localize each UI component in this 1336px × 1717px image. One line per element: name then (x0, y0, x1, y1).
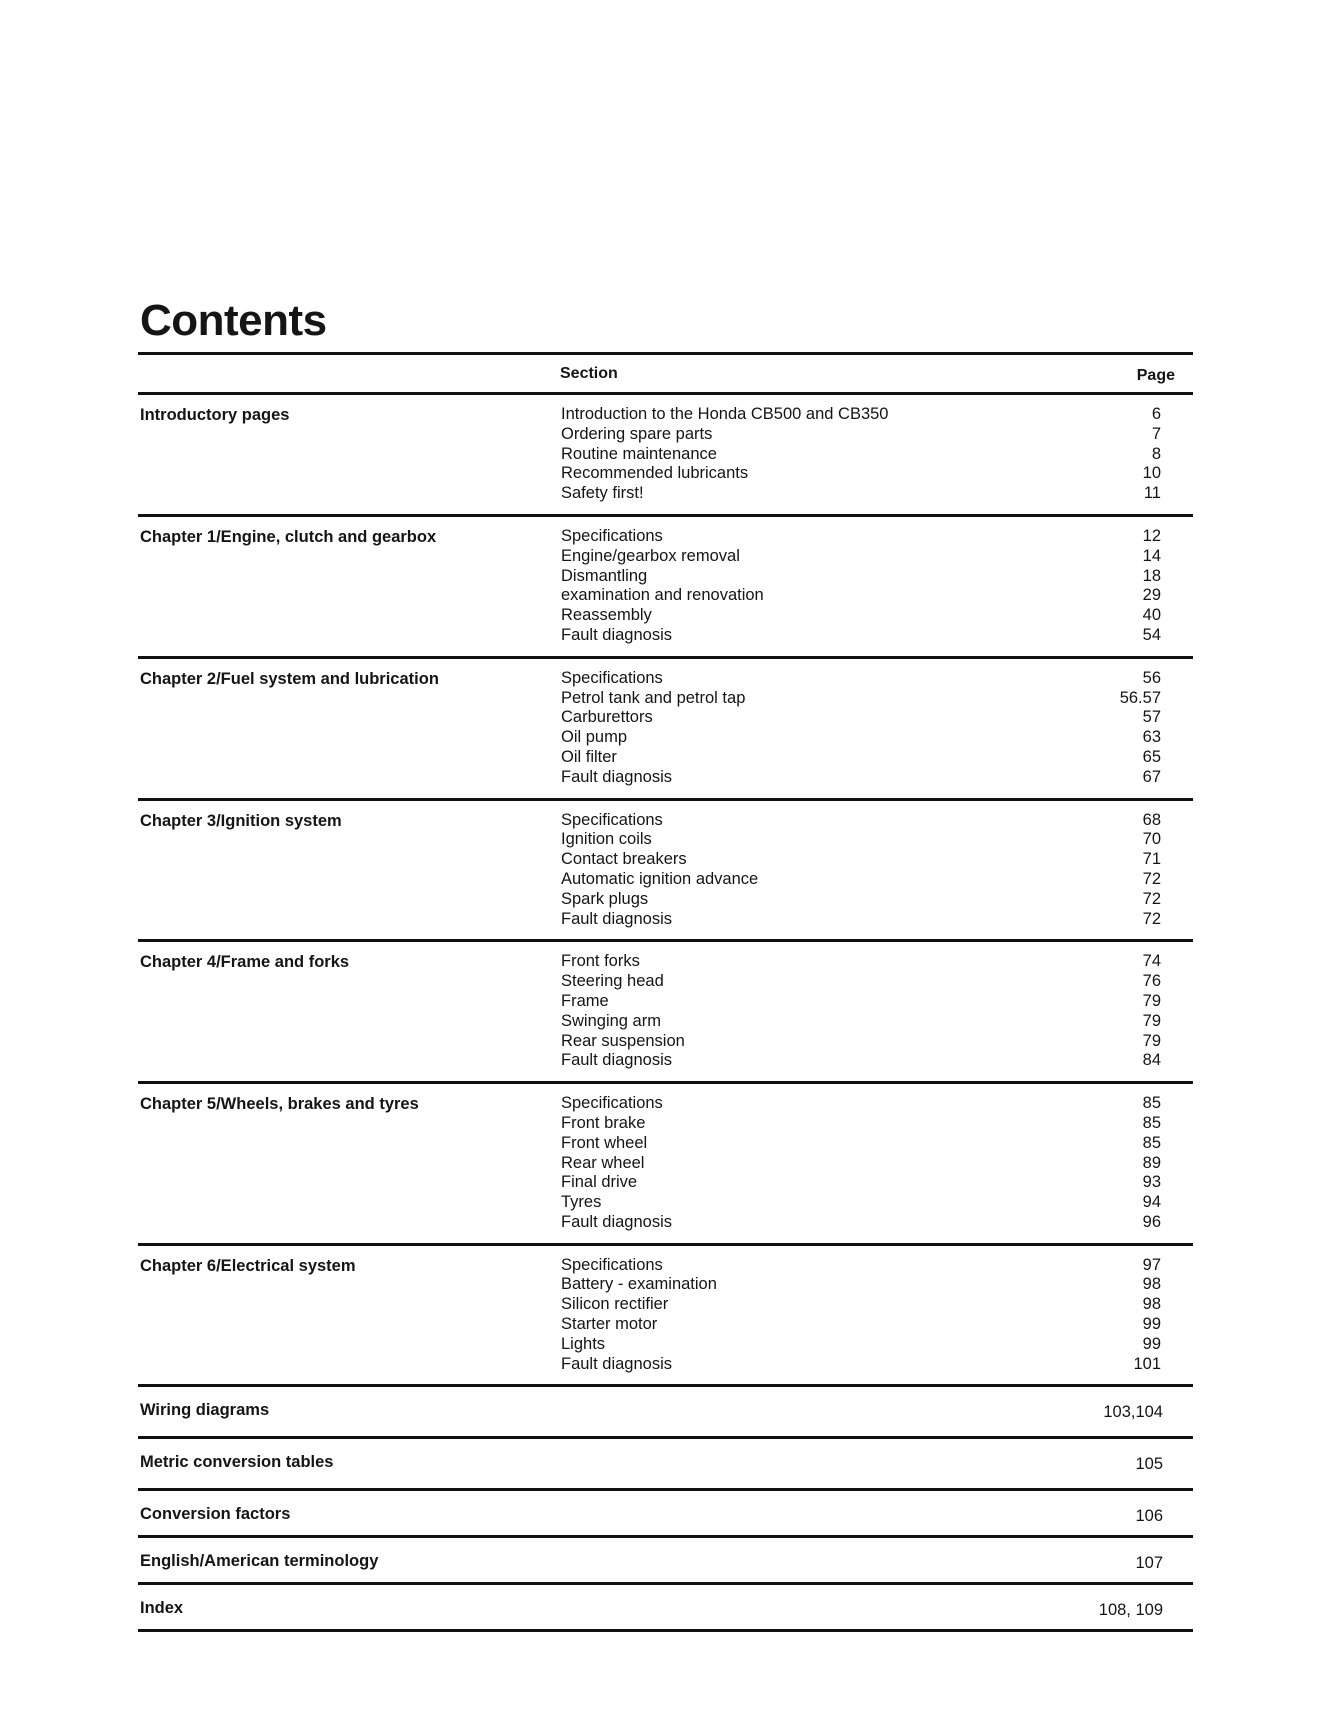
page-number: 108, 109 (1098, 1601, 1163, 1620)
section-column-header: Section (560, 365, 618, 382)
page-title: Contents (140, 296, 327, 345)
page-number: 68 (1142, 810, 1161, 829)
section-entry (138, 850, 1193, 870)
section-entry (138, 1114, 1193, 1134)
section-list (138, 942, 1193, 1081)
section-entry (138, 890, 1193, 910)
section-entry (138, 669, 1193, 689)
section-entry (138, 708, 1193, 728)
section-entry (138, 728, 1193, 748)
page-number: 18 (1142, 566, 1161, 585)
section-entry (138, 1012, 1193, 1032)
page-number: 40 (1142, 606, 1161, 625)
section-title: Oil pump (561, 728, 628, 747)
section-title: Rear suspension (561, 1031, 685, 1050)
section-entry (138, 484, 1193, 504)
page-number: 74 (1142, 952, 1161, 971)
page-number: 7 (1151, 424, 1161, 443)
section-title: Final drive (561, 1173, 638, 1192)
section-title: Starter motor (561, 1315, 658, 1334)
page-number: 103,104 (1103, 1403, 1163, 1422)
section-title: Specifications (561, 1255, 663, 1274)
chapter-group (138, 656, 1193, 798)
section-title: Specifications (561, 668, 663, 687)
contents-table (138, 352, 1193, 1632)
section-title: Fault diagnosis (561, 767, 672, 786)
page-number: 70 (1142, 830, 1161, 849)
section-entry (138, 606, 1193, 626)
page-number: 84 (1142, 1051, 1161, 1070)
page-number: 79 (1142, 1011, 1161, 1030)
page-column-header: Page (1136, 367, 1175, 384)
page-number: 56.57 (1119, 688, 1161, 707)
appendix-row (138, 1436, 1193, 1488)
page-number: 101 (1133, 1354, 1161, 1373)
section-title: Oil filter (561, 747, 617, 766)
section-entry (138, 1355, 1193, 1375)
page-number: 96 (1142, 1212, 1161, 1231)
section-title: Front wheel (561, 1133, 648, 1152)
section-title: Fault diagnosis (561, 1354, 672, 1373)
appendix-label: Conversion factors (140, 1505, 291, 1524)
section-entry (138, 1193, 1193, 1213)
page-number: 63 (1142, 728, 1161, 747)
chapter-group (138, 514, 1193, 656)
page-number: 71 (1142, 850, 1161, 869)
section-entry (138, 1256, 1193, 1276)
page-number: 106 (1135, 1507, 1163, 1526)
page-number: 107 (1135, 1554, 1163, 1573)
chapter-label: Introductory pages (140, 406, 290, 424)
appendix-row (138, 1582, 1193, 1629)
section-entry (138, 567, 1193, 587)
section-title: Contact breakers (561, 850, 687, 869)
section-entry (138, 768, 1193, 788)
page-number: 79 (1142, 1031, 1161, 1050)
section-entry (138, 910, 1193, 930)
column-header-row (138, 355, 1193, 392)
section-title: Ignition coils (561, 830, 652, 849)
page-number: 8 (1151, 444, 1161, 463)
page-number: 85 (1142, 1133, 1161, 1152)
page-number: 98 (1142, 1295, 1161, 1314)
page-number: 56 (1142, 668, 1161, 687)
section-entry (138, 1173, 1193, 1193)
chapter-groups (138, 392, 1193, 1384)
section-entry (138, 1275, 1193, 1295)
page-number: 72 (1142, 909, 1161, 928)
page-number: 14 (1142, 546, 1161, 565)
section-title: Carburettors (561, 708, 653, 727)
section-entry (138, 1032, 1193, 1052)
section-entry (138, 1051, 1193, 1071)
section-entry (138, 1315, 1193, 1335)
chapter-group (138, 1081, 1193, 1243)
page-number: 99 (1142, 1315, 1161, 1334)
section-title: Front forks (561, 952, 640, 971)
section-title: Fault diagnosis (561, 625, 672, 644)
page-number: 93 (1142, 1173, 1161, 1192)
page-number: 6 (1151, 405, 1161, 423)
section-title: Automatic ignition advance (561, 869, 759, 888)
page-number: 105 (1135, 1455, 1163, 1474)
appendix-label: Metric conversion tables (140, 1453, 334, 1472)
section-title: Tyres (561, 1193, 602, 1212)
page-number: 67 (1142, 767, 1161, 786)
section-title: Specifications (561, 810, 663, 829)
section-title: Fault diagnosis (561, 1212, 672, 1231)
section-entry (138, 464, 1193, 484)
section-title: Steering head (561, 972, 664, 991)
section-title: Specifications (561, 1094, 663, 1113)
page-number: 76 (1142, 972, 1161, 991)
section-entry (138, 1295, 1193, 1315)
chapter-label: Chapter 2/Fuel system and lubrication (140, 669, 439, 688)
section-title: Routine maintenance (561, 444, 717, 463)
page-number: 57 (1142, 708, 1161, 727)
section-title: Recommended lubricants (561, 464, 749, 483)
section-entry (138, 992, 1193, 1012)
page-number: 94 (1142, 1193, 1161, 1212)
section-title: Introduction to the Honda CB500 and CB350 (561, 405, 889, 423)
section-title: Lights (561, 1334, 606, 1353)
section-entry (138, 586, 1193, 606)
section-entry (138, 547, 1193, 567)
page-number: 29 (1142, 586, 1161, 605)
section-list (138, 517, 1193, 656)
section-title: Petrol tank and petrol tap (561, 688, 746, 707)
appendix-row (138, 1488, 1193, 1535)
page-number: 11 (1143, 484, 1161, 503)
section-title: examination and renovation (561, 586, 764, 605)
chapter-label: Chapter 6/Electrical system (140, 1256, 356, 1275)
appendix-row (138, 1384, 1193, 1436)
section-list (138, 395, 1193, 514)
chapter-group (138, 392, 1193, 514)
section-entry (138, 1213, 1193, 1233)
page-number: 72 (1142, 889, 1161, 908)
page-number: 65 (1142, 747, 1161, 766)
section-title: Fault diagnosis (561, 1051, 672, 1070)
page-number: 89 (1142, 1153, 1161, 1172)
chapter-label: Chapter 1/Engine, clutch and gearbox (140, 527, 437, 546)
section-entry (138, 405, 1193, 425)
section-entry (138, 870, 1193, 890)
appendix-label: English/American terminology (140, 1552, 379, 1571)
section-entry (138, 1094, 1193, 1114)
page-number: 85 (1142, 1094, 1161, 1113)
section-title: Spark plugs (561, 889, 649, 908)
section-entry (138, 689, 1193, 709)
section-title: Dismantling (561, 566, 648, 585)
section-title: Swinging arm (561, 1011, 661, 1030)
chapter-group (138, 798, 1193, 940)
section-entry (138, 830, 1193, 850)
page-number: 79 (1142, 991, 1161, 1010)
section-list (138, 1084, 1193, 1243)
page-number: 99 (1142, 1334, 1161, 1353)
section-title: Fault diagnosis (561, 909, 672, 928)
section-entry (138, 952, 1193, 972)
page-number: 85 (1142, 1113, 1161, 1132)
section-title: Ordering spare parts (561, 424, 713, 443)
section-entry (138, 445, 1193, 465)
section-entry (138, 1154, 1193, 1174)
page-number: 98 (1142, 1275, 1161, 1294)
section-title: Battery - examination (561, 1275, 717, 1294)
section-title: Engine/gearbox removal (561, 546, 740, 565)
section-list (138, 659, 1193, 798)
section-entry (138, 527, 1193, 547)
chapter-label: Chapter 5/Wheels, brakes and tyres (140, 1095, 419, 1114)
appendix-label: Index (140, 1599, 184, 1618)
section-title: Safety first! (561, 484, 644, 503)
section-entry (138, 811, 1193, 831)
appendix-rows (138, 1384, 1193, 1629)
section-list (138, 801, 1193, 940)
section-title: Rear wheel (561, 1153, 645, 1172)
section-title: Silicon rectifier (561, 1295, 669, 1314)
section-entry (138, 1335, 1193, 1355)
chapter-group (138, 1243, 1193, 1385)
page-number: 54 (1142, 625, 1161, 644)
section-list (138, 1246, 1193, 1385)
chapter-label: Chapter 3/Ignition system (140, 811, 342, 830)
chapter-label: Chapter 4/Frame and forks (140, 953, 350, 972)
bottom-rule (138, 1629, 1193, 1632)
section-title: Specifications (561, 526, 663, 545)
section-title: Reassembly (561, 606, 652, 625)
section-entry (138, 1134, 1193, 1154)
section-entry (138, 425, 1193, 445)
section-entry (138, 748, 1193, 768)
section-title: Front brake (561, 1113, 646, 1132)
section-entry (138, 626, 1193, 646)
page-number: 12 (1142, 526, 1161, 545)
section-title: Frame (561, 991, 609, 1010)
page-number: 72 (1142, 869, 1161, 888)
appendix-label: Wiring diagrams (140, 1401, 270, 1420)
page-number: 10 (1142, 464, 1161, 483)
chapter-group (138, 939, 1193, 1081)
appendix-row (138, 1535, 1193, 1582)
section-entry (138, 972, 1193, 992)
page-number: 97 (1142, 1255, 1161, 1274)
